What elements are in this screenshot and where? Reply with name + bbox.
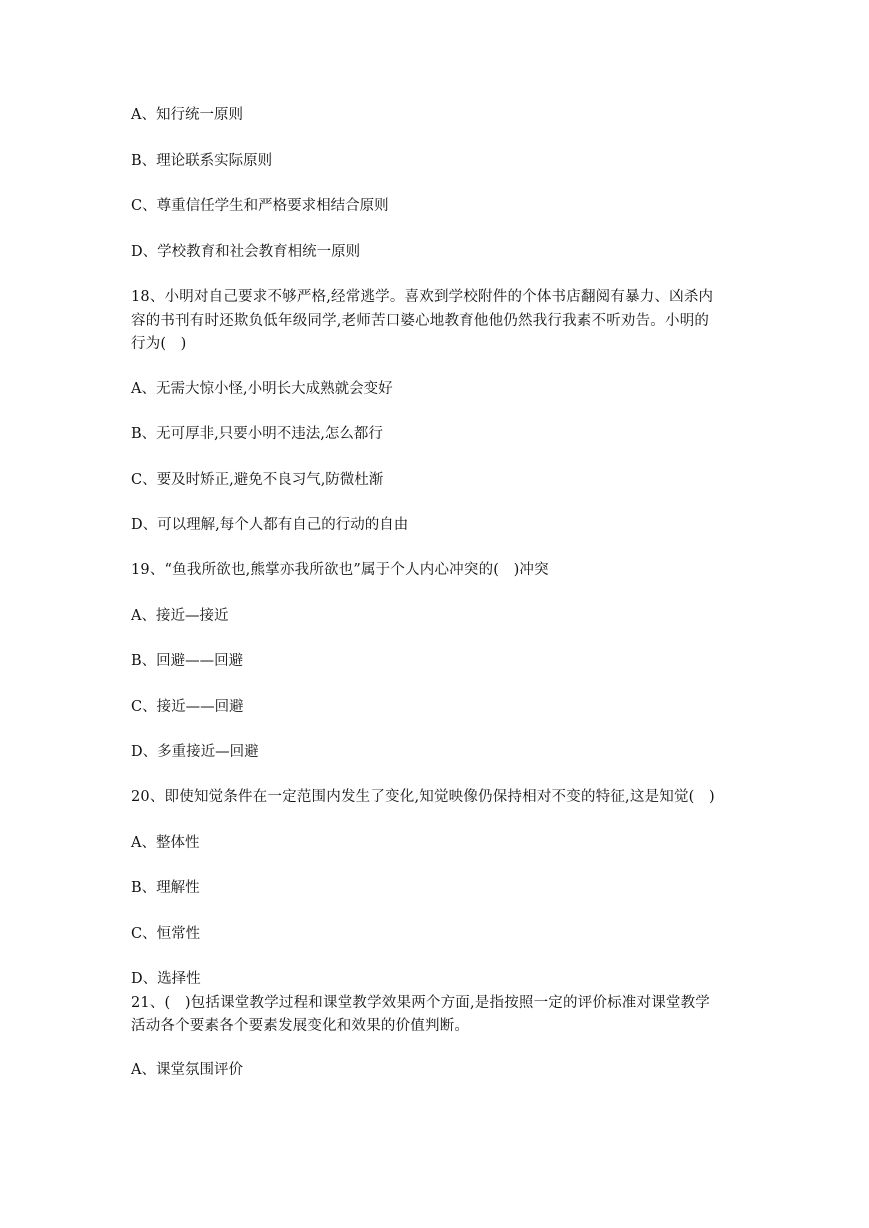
option-line: A、课堂氛围评价 <box>131 1062 243 1078</box>
option-line: B、回避——回避 <box>131 653 244 669</box>
option-line: D、可以理解,每个人都有自己的行动的自由 <box>131 517 409 533</box>
option-line: D、选择性 <box>131 971 201 987</box>
option-line: A、知行统一原则 <box>131 107 243 123</box>
option-line: C、尊重信任学生和严格要求相结合原则 <box>131 198 389 214</box>
option-line: C、恒常性 <box>131 926 201 942</box>
question-line: 19、“鱼我所欲也,熊掌亦我所欲也”属于个人内心冲突的( )冲突 <box>131 562 549 578</box>
option-line: A、整体性 <box>131 835 200 851</box>
option-line: C、接近——回避 <box>131 699 244 715</box>
option-line: D、学校教育和社会教育相统一原则 <box>131 244 361 260</box>
question-line: 容的书刊有时还欺负低年级同学,老师苦口婆心地教育他他仍然我行我素不听劝告。小明的 <box>131 313 710 329</box>
option-line: D、多重接近—回避 <box>131 744 259 760</box>
option-line: A、无需大惊小怪,小明长大成熟就会变好 <box>131 381 393 397</box>
question-line: 21、( )包括课堂教学过程和课堂教学效果两个方面,是指按照一定的评价标准对课堂教学 <box>131 995 710 1011</box>
question-line: 20、即使知觉条件在一定范围内发生了变化,知觉映像仍保持相对不变的特征,这是知觉( ) <box>131 789 715 805</box>
question-line: 活动各个要素各个要素发展变化和效果的价值判断。 <box>131 1018 470 1034</box>
option-line: B、无可厚非,只要小明不违法,怎么都行 <box>131 426 383 442</box>
question-line: 行为( ) <box>131 336 187 352</box>
question-line: 18、小明对自己要求不够严格,经常逃学。喜欢到学校附件的个体书店翻阅有暴力、凶杀内 <box>131 289 714 305</box>
option-line: A、接近—接近 <box>131 608 229 624</box>
option-line: C、要及时矫正,避免不良习气,防微杜渐 <box>131 472 384 488</box>
option-line: B、理论联系实际原则 <box>131 153 273 169</box>
option-line: B、理解性 <box>131 880 200 896</box>
